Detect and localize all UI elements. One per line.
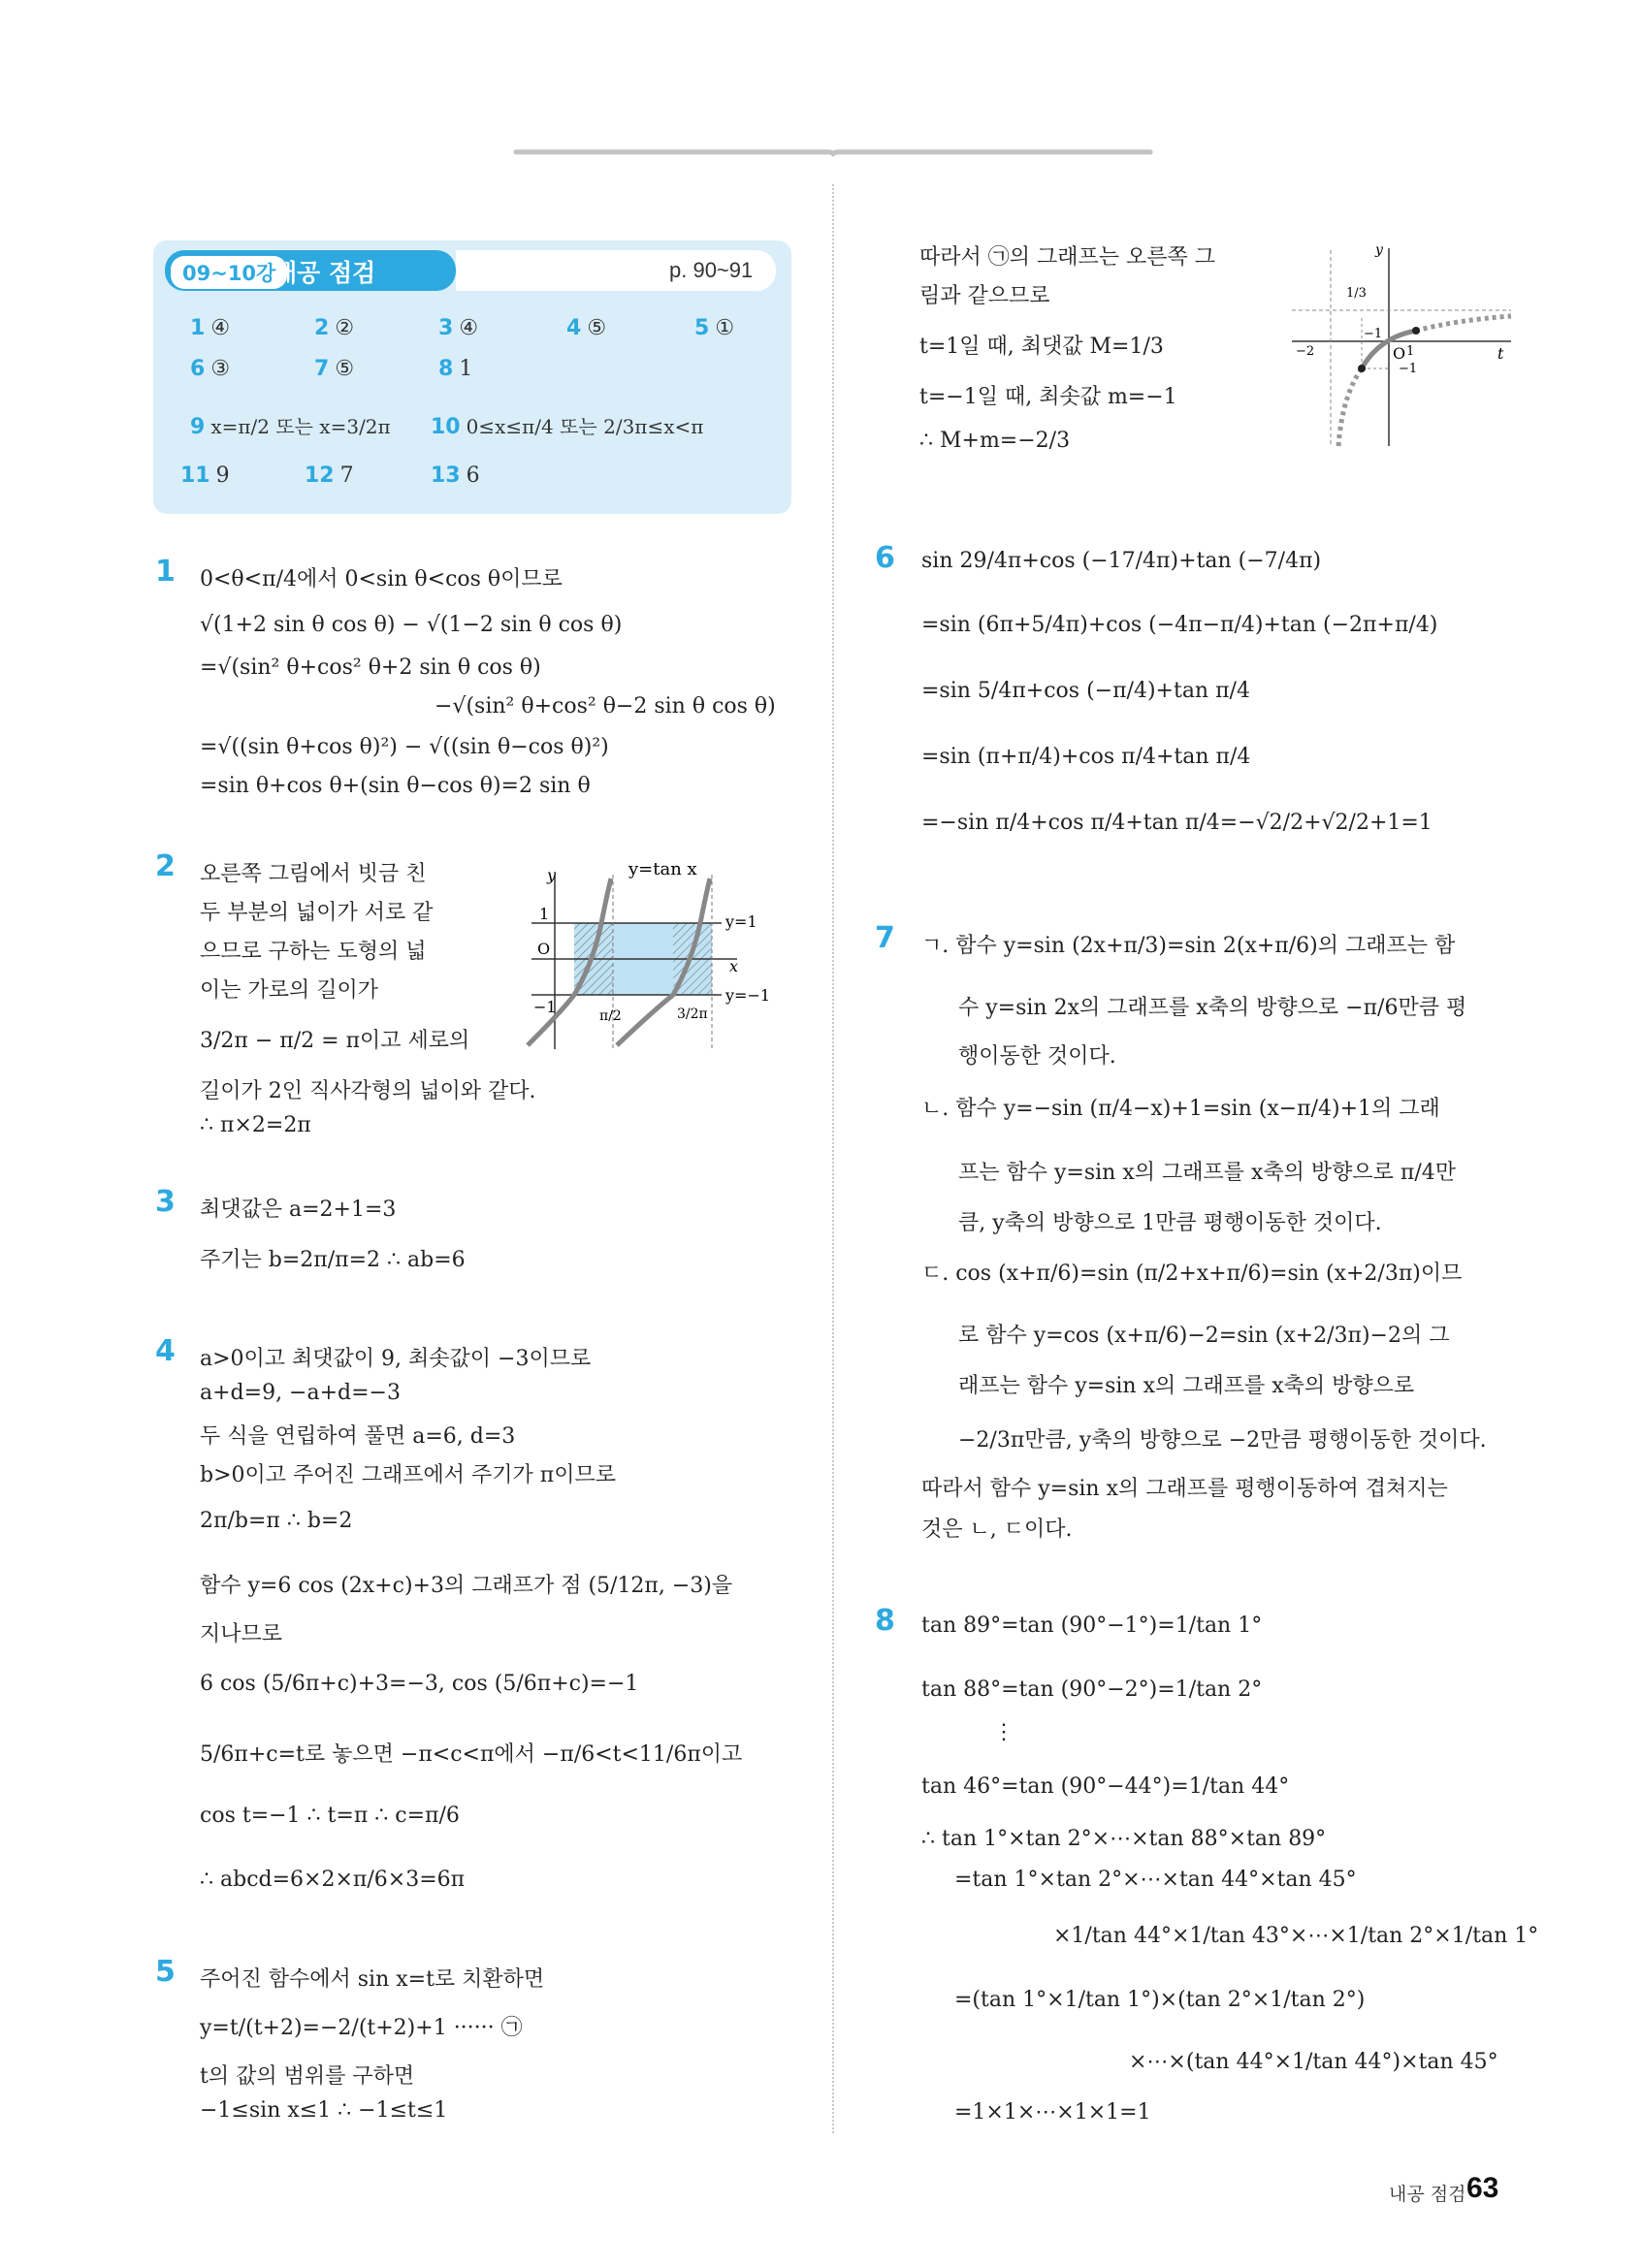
- tick-label: 1/3: [1346, 286, 1367, 301]
- solution-line: =sin 5/4π+cos (−π/4)+tan π/4: [921, 679, 1250, 703]
- answer-item: 6 ③: [190, 357, 231, 381]
- solution-line: −√(sin² θ+cos² θ−2 sin θ cos θ): [435, 694, 776, 719]
- solution-line: 두 부분의 넓이가 서로 같: [200, 901, 434, 925]
- problem-number: 5: [155, 1955, 176, 1989]
- answer-item: 4 ⑤: [566, 316, 607, 340]
- solution-line: ∴ abcd=6×2×π/6×3=6π: [200, 1868, 466, 1892]
- answer-item: 1 ④: [190, 316, 231, 340]
- solution-line: 림과 같으므로: [919, 284, 1050, 308]
- solution-line: tan 46°=tan (90°−44°)=1/tan 44°: [921, 1774, 1290, 1799]
- tick-label: −1: [1364, 327, 1383, 341]
- answer-item: 8 1: [438, 357, 473, 381]
- solution-line: b>0이고 주어진 그래프에서 주기가 π이므로: [200, 1463, 616, 1487]
- answer-item: 2 ②: [314, 316, 355, 340]
- solution-line: 두 식을 연립하여 풀면 a=6, d=3: [200, 1424, 516, 1449]
- answer-item: 9 x=π/2 또는 x=3/2π: [190, 415, 391, 439]
- tangent-graph: [493, 846, 795, 1051]
- tick-label: 3/2π: [677, 1006, 708, 1022]
- solution-line: −2/3π만큼, y축의 방향으로 −2만큼 평행이동한 것이다.: [958, 1428, 1487, 1453]
- curve-label: y=tan x: [628, 859, 697, 879]
- tick-label: −1: [1399, 362, 1418, 376]
- solution-line: 함수 y=6 cos (2x+c)+3의 그래프가 점 (5/12π, −3)을: [200, 1574, 733, 1598]
- solution-line: 이는 가로의 길이가: [200, 978, 379, 1003]
- solution-line: cos t=−1 ∴ t=π ∴ c=π/6: [200, 1804, 460, 1828]
- solution-line: 6 cos (5/6π+c)+3=−3, cos (5/6π+c)=−1: [200, 1672, 639, 1696]
- solution-line: 3/2π − π/2 = π이고 세로의: [200, 1029, 470, 1053]
- solution-line: 프는 함수 y=sin x의 그래프를 x축의 방향으로 π/4만: [958, 1161, 1457, 1185]
- solution-line: √(1+2 sin θ cos θ) − √(1−2 sin θ cos θ): [200, 613, 623, 637]
- solution-line: =tan 1°×tan 2°×⋯×tan 44°×tan 45°: [954, 1868, 1357, 1892]
- solution-line: 2π/b=π ∴ b=2: [200, 1509, 353, 1533]
- solution-line: t=1일 때, 최댓값 M=1/3: [919, 335, 1164, 359]
- problem-number: 3: [155, 1185, 176, 1219]
- solution-line: ∴ tan 1°×tan 2°×⋯×tan 88°×tan 89°: [921, 1827, 1327, 1851]
- answer-item: 5 ①: [694, 316, 735, 340]
- solution-line: t의 값의 범위를 구하면: [200, 2064, 415, 2089]
- answer-item: 11 9: [180, 463, 230, 488]
- tick-label: −2: [1296, 344, 1315, 359]
- answer-item: 7 ⑤: [314, 357, 355, 381]
- problem-number: 6: [875, 541, 895, 575]
- solution-line: 오른쪽 그림에서 빗금 친: [200, 862, 427, 886]
- solution-line: 래프는 함수 y=sin x의 그래프를 x축의 방향으로: [958, 1374, 1415, 1398]
- solution-line: 행이동한 것이다.: [958, 1044, 1116, 1069]
- solution-line: t=−1일 때, 최솟값 m=−1: [919, 385, 1177, 409]
- tick-label: π/2: [599, 1008, 622, 1024]
- solution-line: a+d=9, −a+d=−3: [200, 1381, 401, 1405]
- origin-label: O: [1393, 344, 1406, 363]
- solution-line: 0<θ<π/4에서 0<sin θ<cos θ이므로: [200, 567, 563, 591]
- solution-line: y=t/(t+2)=−2/(t+2)+1 ······ ㉠: [200, 2016, 523, 2040]
- solution-line: ⋮: [993, 1720, 1014, 1744]
- solution-line: 주기는 b=2π/π=2 ∴ ab=6: [200, 1248, 466, 1272]
- solution-line: =√((sin θ+cos θ)²) − √((sin θ−cos θ)²): [200, 735, 609, 759]
- problem-number: 2: [155, 849, 176, 883]
- solution-line: −1≤sin x≤1 ∴ −1≤t≤1: [200, 2098, 448, 2123]
- problem-number: 1: [155, 555, 176, 589]
- solution-line: =sin θ+cos θ+(sin θ−cos θ)=2 sin θ: [200, 774, 591, 798]
- solution-line: 따라서 함수 y=sin x의 그래프를 평행이동하여 겹쳐지는: [921, 1477, 1448, 1501]
- footer-label: 내공 점검: [1389, 2184, 1466, 2205]
- solution-line: 지나므로: [200, 1622, 283, 1646]
- solution-line: ∴ M+m=−2/3: [919, 429, 1071, 453]
- solution-line: =1×1×⋯×1×1=1: [954, 2100, 1151, 2124]
- solution-line: 수 y=sin 2x의 그래프를 x축의 방향으로 −π/6만큼 평: [958, 996, 1467, 1020]
- tick-label: 1: [1406, 344, 1415, 359]
- solution-line: tan 89°=tan (90°−1°)=1/tan 1°: [921, 1613, 1263, 1638]
- solution-line: 5/6π+c=t로 놓으면 −π<c<π에서 −π/6<t<11/6π이고: [200, 1742, 743, 1767]
- solution-line: ㄷ. cos (x+π/6)=sin (π/2+x+π/6)=sin (x+2/3π)이므: [921, 1262, 1463, 1286]
- solution-line: 최댓값은 a=2+1=3: [200, 1198, 397, 1222]
- solution-line: tan 88°=tan (90°−2°)=1/tan 2°: [921, 1677, 1263, 1702]
- y-axis-label: y: [1375, 242, 1383, 258]
- problem-number: 8: [875, 1604, 895, 1638]
- y-axis-label: y: [547, 866, 557, 884]
- tick-label: 1: [539, 905, 550, 923]
- solution-line: 로 함수 y=cos (x+π/6)−2=sin (x+2/3π)−2의 그: [958, 1324, 1450, 1348]
- top-divider-bar: [153, 149, 1513, 163]
- answer-item: 12 7: [305, 463, 354, 488]
- solution-line: ×1/tan 44°×1/tan 43°×⋯×1/tan 2°×1/tan 1°: [1053, 1924, 1539, 1948]
- problem-number: 7: [875, 921, 895, 955]
- page-number: 63: [1466, 2172, 1499, 2204]
- tick-label: −1: [533, 998, 557, 1016]
- solution-line: 주어진 함수에서 sin x=t로 치환하면: [200, 1967, 545, 1992]
- solution-line: 것은 ㄴ, ㄷ이다.: [921, 1517, 1073, 1542]
- t-axis-label: t: [1497, 344, 1504, 363]
- origin-label: O: [537, 940, 551, 958]
- solution-line: =(tan 1°×1/tan 1°)×(tan 2°×1/tan 2°): [954, 1988, 1366, 2012]
- solution-line: sin 29/4π+cos (−17/4π)+tan (−7/4π): [921, 549, 1322, 573]
- solution-line: 큼, y축의 방향으로 1만큼 평행이동한 것이다.: [958, 1211, 1382, 1235]
- answer-item: 10 0≤x≤π/4 또는 2/3π≤x<π: [431, 415, 704, 439]
- solution-line: =√(sin² θ+cos² θ+2 sin θ cos θ): [200, 655, 541, 680]
- solution-line: =sin (6π+5/4π)+cos (−4π−π/4)+tan (−2π+π/4): [921, 613, 1438, 637]
- section-title: 내공 점검: [274, 259, 376, 287]
- page-range: p. 90~91: [669, 258, 754, 282]
- x-axis-label: x: [729, 957, 739, 975]
- solution-line: ∴ π×2=2π: [200, 1113, 311, 1137]
- answer-item: 3 ④: [438, 316, 479, 340]
- problem-number: 4: [155, 1334, 176, 1368]
- answer-item: 13 6: [431, 463, 480, 488]
- solution-line: 따라서 ㉠의 그래프는 오른쪽 그: [919, 245, 1215, 270]
- solution-line: 으므로 구하는 도형의 넓: [200, 940, 427, 964]
- line-label: y=1: [725, 912, 757, 931]
- solution-line: 길이가 2인 직사각형의 넓이와 같다.: [200, 1079, 536, 1103]
- solution-line: =−sin π/4+cos π/4+tan π/4=−√2/2+√2/2+1=1: [921, 811, 1433, 835]
- solution-line: ㄴ. 함수 y=−sin (π/4−x)+1=sin (x−π/4)+1의 그래: [921, 1097, 1440, 1121]
- column-divider: [832, 184, 834, 2133]
- rational-function-graph: [1282, 240, 1515, 450]
- solution-line: =sin (π+π/4)+cos π/4+tan π/4: [921, 745, 1251, 769]
- solution-line: ㄱ. 함수 y=sin (2x+π/3)=sin 2(x+π/6)의 그래프는 함: [921, 934, 1456, 958]
- solution-line: ×⋯×(tan 44°×1/tan 44°)×tan 45°: [1129, 2050, 1498, 2074]
- solution-line: a>0이고 최댓값이 9, 최솟값이 −3이므로: [200, 1347, 592, 1371]
- line-label: y=−1: [725, 986, 771, 1005]
- lecture-badge: 09~10강: [171, 256, 287, 289]
